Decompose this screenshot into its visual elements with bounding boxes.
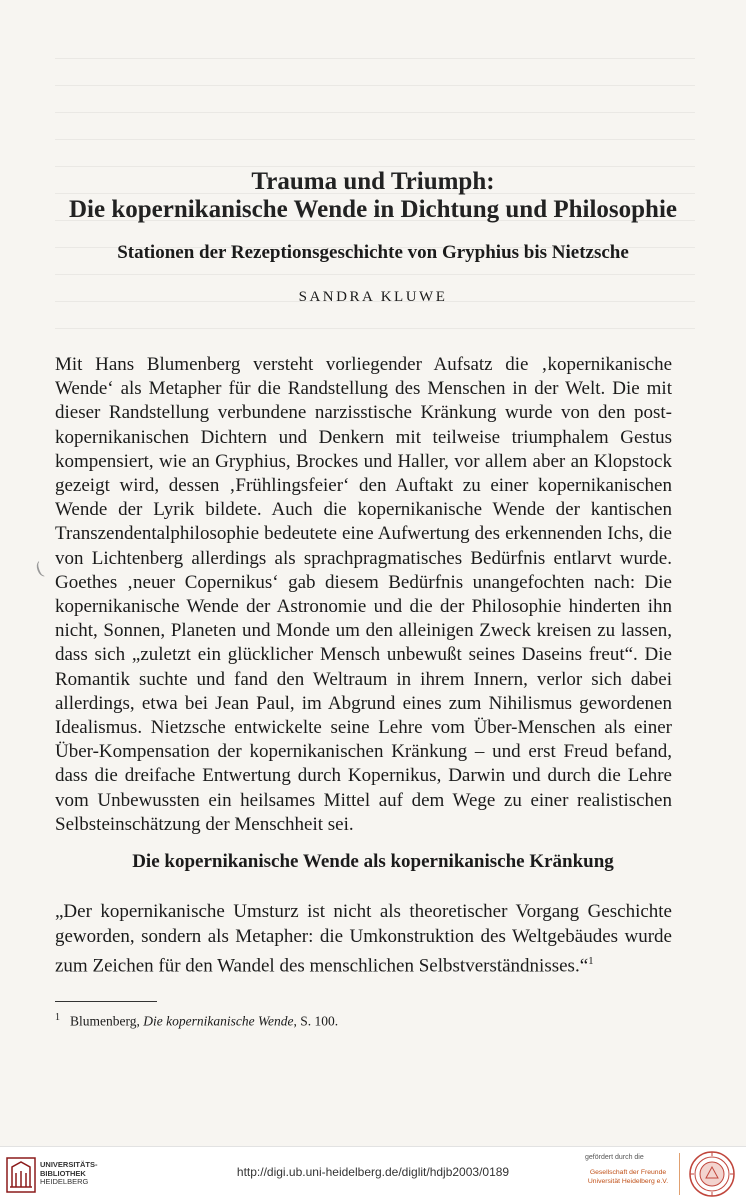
library-line-1: UNIVERSITÄTS- bbox=[40, 1160, 98, 1169]
footnote-text-after: , S. 100. bbox=[293, 1013, 339, 1029]
footnote bbox=[55, 1012, 672, 1030]
sponsor-line-2: Universität Heidelberg e.V. bbox=[587, 1177, 669, 1185]
footnote-rule bbox=[55, 1001, 157, 1002]
quote-text: „Der kopernikanische Umsturz ist nicht als theoretischer Vorgang Geschichte geworden, sondern als Metapher: die Umkonstruktion des Weltgebäudes wurde zum Zeichen für den Wandel des menschlichen Selbstverständnisses.“ bbox=[55, 901, 672, 977]
sponsor-divider bbox=[679, 1153, 680, 1195]
footer-bar bbox=[0, 1146, 746, 1201]
footnote-number: 1 bbox=[55, 1012, 60, 1023]
title-line-1: Trauma und Triumph: bbox=[251, 168, 495, 195]
sponsor-name[interactable] bbox=[582, 1169, 674, 1186]
author-name: SANDRA KLUWE bbox=[298, 289, 448, 305]
subtitle: Stationen der Rezeptionsgeschichte von Gryphius bis Nietzsche bbox=[117, 242, 629, 263]
sponsor-line-1: Gesellschaft der Freunde bbox=[589, 1169, 667, 1176]
section-heading: Die kopernikanische Wende als kopernikanische Kränkung bbox=[132, 851, 614, 872]
abstract-paragraph: Mit Hans Blumenberg versteht vorliegender Aufsatz die ‚kopernikanische Wende‘ als Metapher für die Randstellung des Menschen in der Welt. Die mit dieser Randstellung verbundene narzisstische Kränkung wurde von den postkopernikanischen Dichtern und Denkern mit teilweise triumphalem Gestus kompensiert, wie an Gryphius, Brockes und Haller, vor allem aber an Klopstock gezeigt wird, dessen ‚Frühlingsfeier‘ den Auftakt zu einer kopernikanischen Wende der Lyrik bildete. Auch die kopernikanische Wende der kantischen Transzendentalphilosophie bedeutete eine Aufwertung des erkennenden Ichs, die von Lichtenberg allerdings als sprachpragmatisches Bedürfnis entlarvt wurde. Goethes ‚neuer Copernikus‘ gab diesem Bedürfnis unangefochten nach: Die kopernikanische Wende der Astronomie und die der Philosophie hinderten ihn nicht, Sonnen, Planeten und Monde um den alleinigen Zweck kreisen zu lassen, dass sich „zuletzt ein glücklicher Mensch unbewußt seines Daseins freut“. Die Romantik suchte und fand den Weltraum in ihrem Innern, verlor sich dabei allerdings, etwa bei Jean Paul, im Abgrund eines zum Nihilismus gewordenen Idealismus. Nietzsche entwickelte seine Lehre vom Über-Menschen als einer Über-Kompensation der kopernikanischen Kränkung – und erst Freud befand, dass die dreifache Entwertung durch Kopernikus, Darwin und durch die Lehre vom Unbewussten ein heilsames Mittel auf dem Wege zu einer realistischen Selbsteinschätzung der Menschheit sei. bbox=[55, 354, 672, 835]
footnote-text-before: Blumenberg, bbox=[70, 1013, 144, 1029]
permalink-url[interactable]: http://digi.ub.uni-heidelberg.de/diglit/hdjb2003/0189 bbox=[236, 1165, 510, 1179]
block-quote bbox=[55, 900, 672, 979]
sponsor-label: gefördert durch die bbox=[585, 1154, 644, 1161]
footnote-reference[interactable]: 1 bbox=[588, 955, 594, 967]
library-line-2: BIBLIOTHEK bbox=[40, 1168, 86, 1178]
title-line-2: Die kopernikanische Wende in Dichtung und Philosophie bbox=[68, 196, 678, 223]
library-line-3: HEIDELBERG bbox=[40, 1177, 89, 1186]
footnote-title: Die kopernikanische Wende bbox=[143, 1013, 294, 1029]
university-seal-icon[interactable] bbox=[688, 1150, 736, 1198]
margin-pencil-mark: ( bbox=[32, 558, 47, 581]
